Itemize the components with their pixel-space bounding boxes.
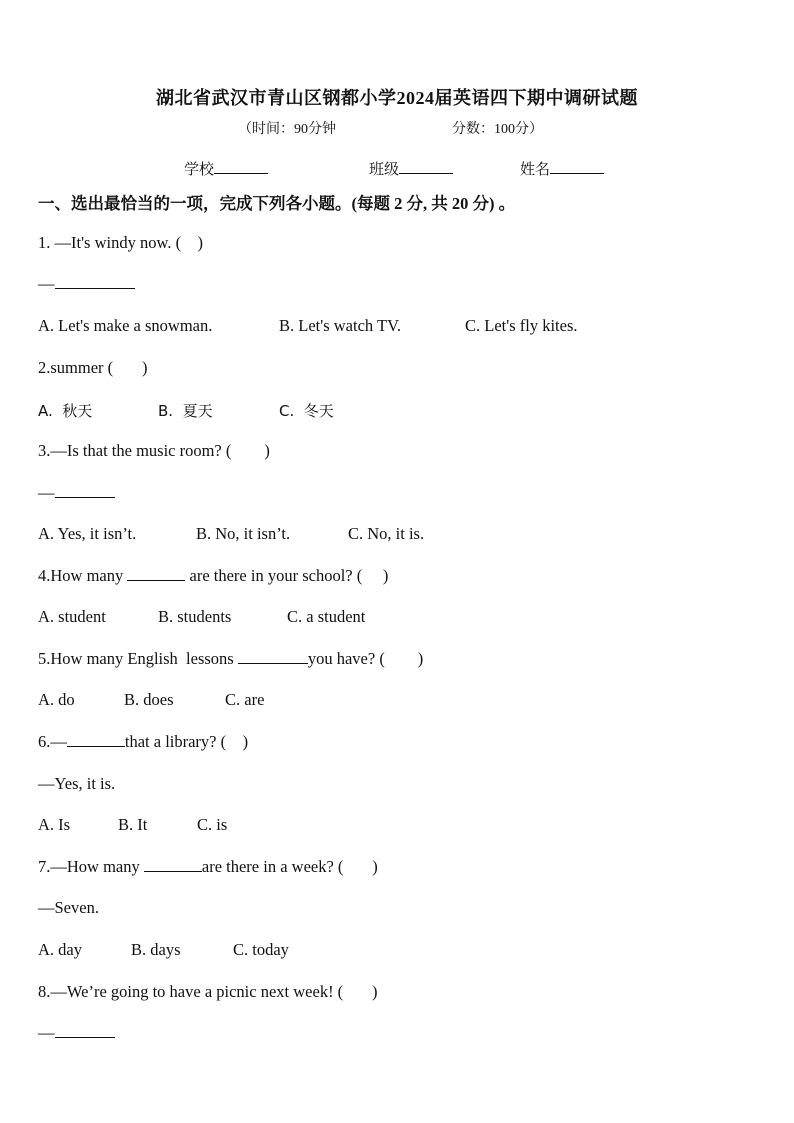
question-7-option-a[interactable]: A. day	[38, 940, 82, 959]
exam-time: （时间：90分钟	[238, 122, 336, 137]
question-1-option-c[interactable]: C. Let's fly kites.	[465, 316, 578, 335]
question-4-stem: 4.How many are there in your school? ( )	[38, 566, 389, 585]
exam-score: 分数：100分）	[452, 122, 543, 137]
name-label: 姓名	[520, 162, 551, 178]
answer-blank[interactable]	[67, 732, 125, 747]
question-5-stem: 5.How many English lessons you have? ( )	[38, 649, 424, 668]
question-6-stem: 6.— that a library? ( )	[38, 732, 249, 751]
answer-blank[interactable]	[55, 483, 115, 498]
question-3-reply: —	[38, 483, 115, 503]
class-blank[interactable]	[399, 159, 453, 174]
question-1-option-b[interactable]: B. Let's watch TV.	[279, 316, 401, 335]
question-5-option-c[interactable]: C. are	[225, 690, 265, 709]
question-2-option-c[interactable]: C. 冬天	[279, 402, 334, 420]
question-8-reply: —	[38, 1023, 115, 1043]
question-2-stem: 2.summer ( )	[38, 358, 148, 377]
question-4-option-b[interactable]: B. students	[158, 607, 232, 626]
exam-title: 湖北省武汉市青山区钢都小学2024届英语四下期中调研试题	[156, 88, 638, 108]
question-4-option-a[interactable]: A. student	[38, 607, 106, 626]
class-field	[369, 158, 453, 179]
question-2-option-b[interactable]: B. 夏天	[158, 402, 213, 420]
school-blank[interactable]	[214, 159, 268, 174]
question-5-option-a[interactable]: A. do	[38, 690, 75, 709]
question-6-reply: —Yes, it is.	[38, 774, 116, 793]
question-3-option-a[interactable]: A. Yes, it isn’t.	[38, 524, 137, 543]
name-blank[interactable]	[550, 159, 604, 174]
question-3-stem: 3.—Is that the music room? ( )	[38, 441, 270, 460]
answer-blank[interactable]	[127, 566, 185, 581]
answer-blank[interactable]	[55, 274, 135, 289]
answer-blank[interactable]	[55, 1023, 115, 1038]
name-field	[520, 158, 604, 179]
question-7-option-c[interactable]: C. today	[233, 940, 289, 959]
question-6-option-c[interactable]: C. is	[197, 815, 228, 834]
question-4-option-c[interactable]: C. a student	[287, 607, 366, 626]
answer-blank[interactable]	[144, 857, 202, 872]
answer-blank[interactable]	[238, 649, 308, 664]
question-2-option-a[interactable]: A. 秋天	[38, 402, 93, 420]
question-3-option-c[interactable]: C. No, it is.	[348, 524, 425, 543]
question-6-option-b[interactable]: B. It	[118, 815, 148, 834]
question-7-option-b[interactable]: B. days	[131, 940, 181, 959]
section-1-heading: 一、选出最恰当的一项，完成下列各小题。(每题 2 分, 共 20 分) 。	[38, 194, 516, 213]
question-5-option-b[interactable]: B. does	[124, 690, 174, 709]
question-8-stem: 8.—We’re going to have a picnic next week! ( )	[38, 982, 378, 1001]
question-7-stem: 7.—How many are there in a week? ( )	[38, 857, 378, 876]
question-7-reply: —Seven.	[38, 898, 99, 917]
question-1-reply: —	[38, 274, 135, 294]
question-6-option-a[interactable]: A. Is	[38, 815, 71, 834]
question-3-option-b[interactable]: B. No, it isn’t.	[196, 524, 291, 543]
school-field	[184, 158, 268, 179]
question-1-stem: 1. —It's windy now. ( )	[38, 233, 204, 252]
question-1-option-a[interactable]: A. Let's make a snowman.	[38, 316, 213, 335]
school-label: 学校	[184, 162, 215, 178]
class-label: 班级	[369, 162, 400, 178]
